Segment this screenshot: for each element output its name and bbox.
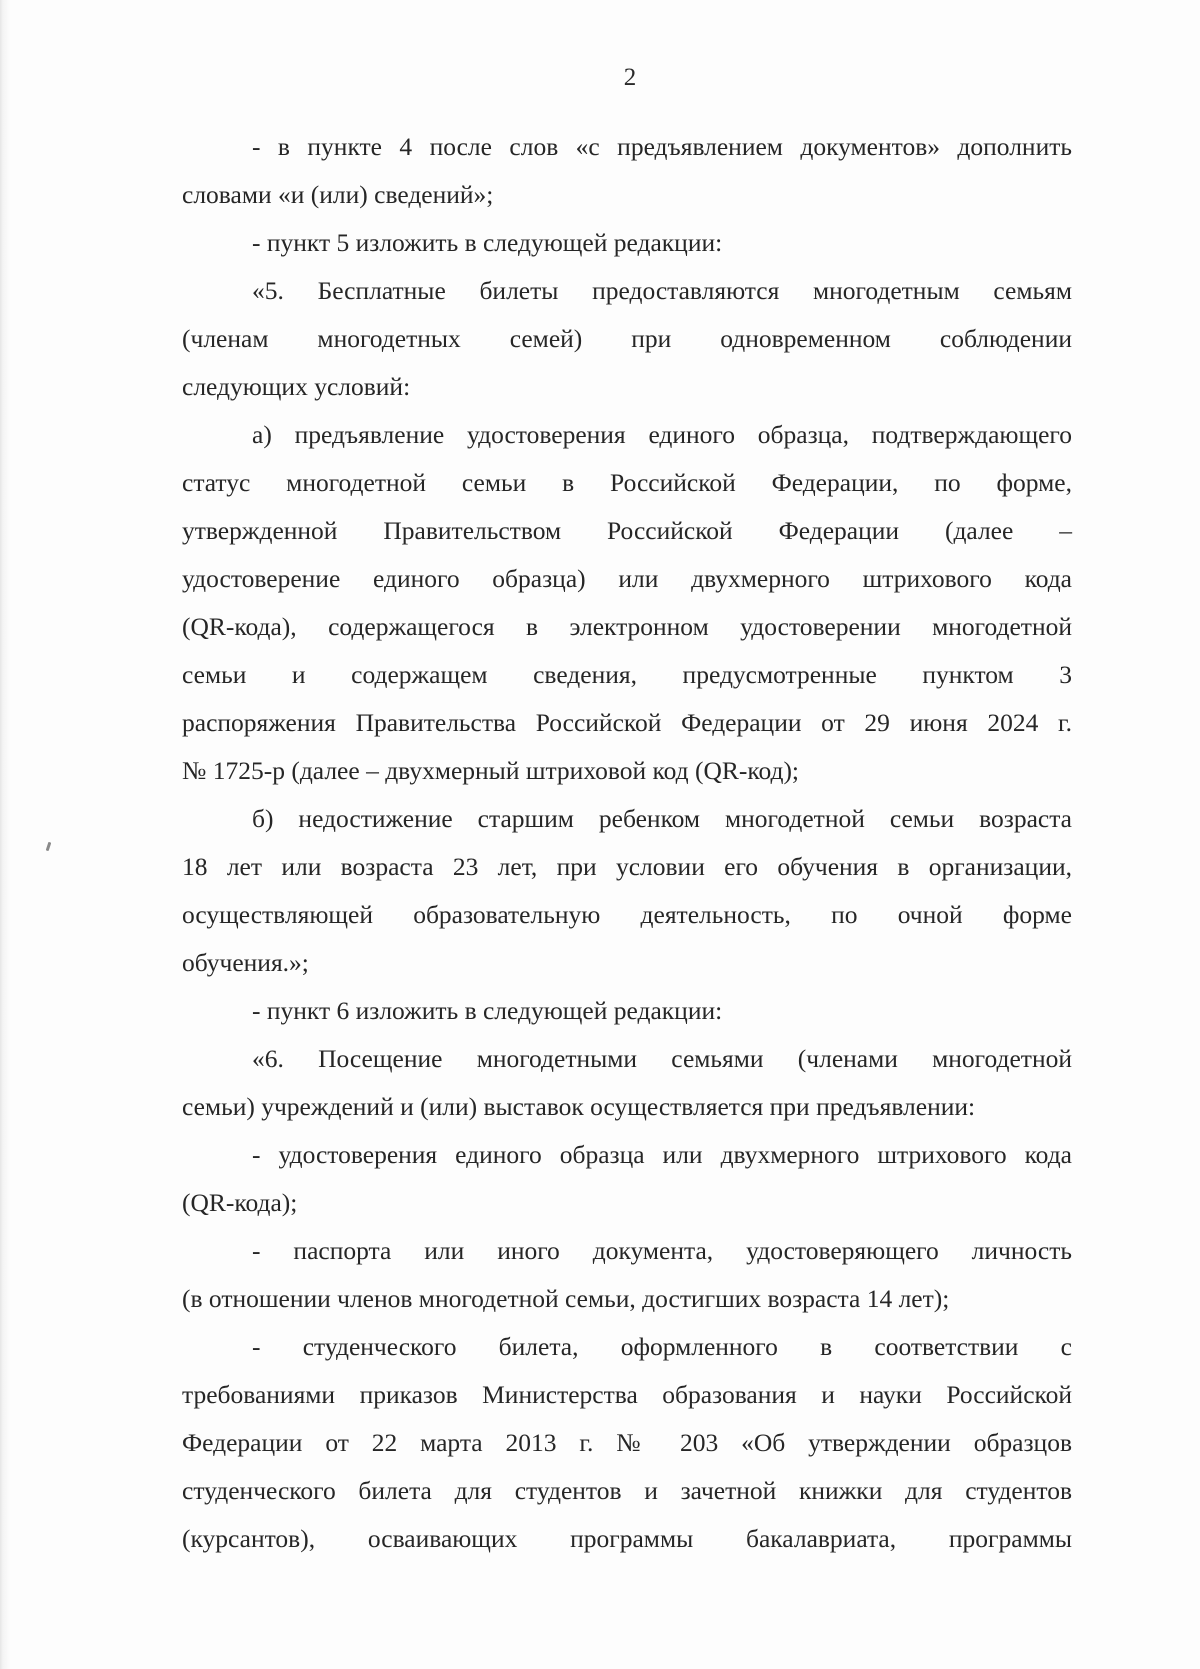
text-line: 18 лет или возраста 23 лет, при условии его обучения в организации,	[182, 852, 1072, 881]
text-line: распоряжения Правительства Российской Федерации от 29 июня 2024 г.	[182, 708, 1072, 737]
text-line: (QR-кода), содержащегося в электронном удостоверении многодетной	[182, 612, 1072, 641]
text-line: - пункт 5 изложить в следующей редакции:	[252, 228, 723, 257]
text-line: статус многодетной семьи в Российской Федерации, по форме,	[182, 468, 1072, 497]
text-line: - удостоверения единого образца или двухмерного штрихового кода	[252, 1140, 1072, 1169]
text-line: студенческого билета для студентов и зачетной книжки для студентов	[182, 1476, 1072, 1505]
text-line: утвержденной Правительством Российской Федерации (далее –	[182, 516, 1072, 545]
text-line: а) предъявление удостоверения единого образца, подтверждающего	[252, 420, 1072, 449]
text-line: (QR-кода);	[182, 1188, 298, 1217]
text-line: требованиями приказов Министерства образования и науки Российской	[182, 1380, 1072, 1409]
text-line: удостоверение единого образца) или двухмерного штрихового кода	[182, 564, 1072, 593]
text-line: № 1725-р (далее – двухмерный штриховой код (QR-код);	[182, 756, 800, 785]
text-line: «5. Бесплатные билеты предоставляются многодетным семьям	[252, 276, 1072, 305]
scan-edge-shadow	[0, 0, 10, 1669]
scan-speck-mark	[46, 842, 52, 851]
text-line: Федерации от 22 марта 2013 г. № 203 «Об утверждении образцов	[182, 1428, 1072, 1457]
text-line: - в пункте 4 после слов «с предъявлением документов» дополнить	[252, 132, 1072, 161]
document-body	[182, 123, 1072, 1563]
text-line: (членам многодетных семей) при одновременном соблюдении	[182, 324, 1072, 353]
text-line: - паспорта или иного документа, удостоверяющего личность	[252, 1236, 1072, 1265]
text-line: - студенческого билета, оформленного в соответствии с	[252, 1332, 1072, 1361]
text-line: семьи и содержащем сведения, предусмотренные пунктом 3	[182, 660, 1072, 689]
page-number: 2	[623, 64, 637, 91]
text-line: семьи) учреждений и (или) выставок осуществляется при предъявлении:	[182, 1092, 976, 1121]
text-line: следующих условий:	[182, 372, 411, 401]
text-line: б) недостижение старшим ребенком многодетной семьи возраста	[252, 804, 1072, 833]
text-line: - пункт 6 изложить в следующей редакции:	[252, 996, 723, 1025]
text-line: (курсантов), осваивающих программы бакалавриата, программы	[182, 1524, 1072, 1553]
text-line: (в отношении членов многодетной семьи, достигших возраста 14 лет);	[182, 1284, 950, 1313]
text-line: «6. Посещение многодетными семьями (членами многодетной	[252, 1044, 1072, 1073]
text-line: словами «и (или) сведений»;	[182, 180, 494, 209]
text-line: осуществляющей образовательную деятельность, по очной форме	[182, 900, 1072, 929]
text-line: обучения.»;	[182, 948, 309, 977]
